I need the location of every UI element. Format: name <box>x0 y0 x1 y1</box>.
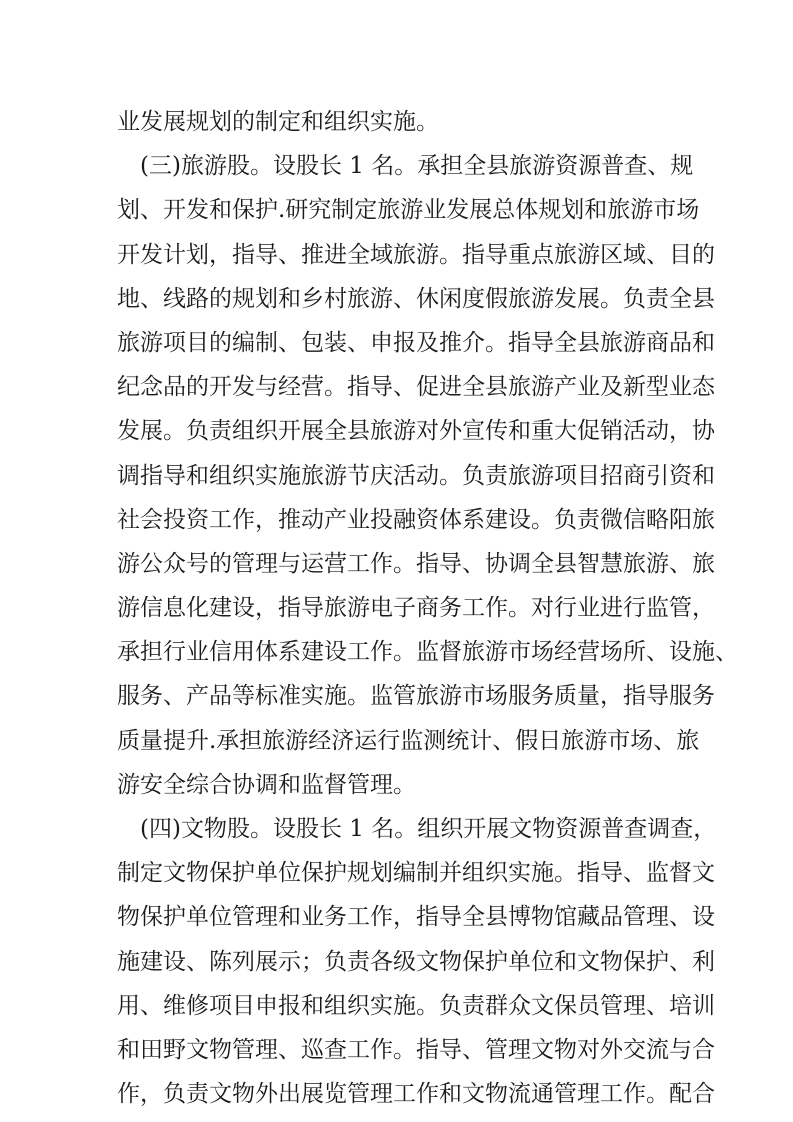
text-line: 开发计划，指导、推进全域旅游。指导重点旅游区域、目的 <box>117 241 715 268</box>
text-line: 承担行业信用体系建设工作。监督旅游市场经营场所、设施、 <box>117 639 738 666</box>
text-line: 服务、产品等标准实施。监管旅游市场服务质量，指导服务 <box>117 683 715 710</box>
text-line: (三)旅游股。设股长 1 名。承担全县旅游资源普查、规 <box>117 153 694 180</box>
text-line: 质量提升.承担旅游经济运行监测统计、假日旅游市场、旅 <box>117 727 700 754</box>
text-line: 纪念品的开发与经营。指导、促进全县旅游产业及新型业态 <box>117 374 715 401</box>
text-line: 调指导和组织实施旅游节庆活动。负责旅游项目招商引资和 <box>117 462 715 489</box>
text-line: 制定文物保护单位保护规划编制并组织实施。指导、监督文 <box>117 860 715 887</box>
document-body <box>117 100 738 1116</box>
text-line: 作，负责文物外出展览管理工作和文物流通管理工作。配合 <box>117 1081 715 1108</box>
text-line: 发展。负责组织开展全县旅游对外宣传和重大促销活动，协 <box>117 418 715 445</box>
text-line: 物保护单位管理和业务工作，指导全县博物馆藏品管理、设 <box>117 904 715 931</box>
text-line: 用、维修项目申报和组织实施。负责群众文保员管理、培训 <box>117 992 715 1019</box>
text-line: 游信息化建设，指导旅游电子商务工作。对行业进行监管， <box>117 595 715 622</box>
text-line: 划、开发和保护.研究制定旅游业发展总体规划和旅游市场 <box>117 197 700 224</box>
text-line: 游公众号的管理与运营工作。指导、协调全县智慧旅游、旅 <box>117 550 715 577</box>
text-line: 地、线路的规划和乡村旅游、休闲度假旅游发展。负责全县 <box>117 285 715 312</box>
text-line: (四)文物股。设股长 1 名。组织开展文物资源普查调查， <box>117 816 717 842</box>
text-line: 游安全综合协调和监督管理。 <box>117 771 416 798</box>
text-line: 施建设、陈列展示；负责各级文物保护单位和文物保护、利 <box>117 948 715 975</box>
text-line: 和田野文物管理、巡查工作。指导、管理文物对外交流与合 <box>117 1036 715 1063</box>
text-line: 业发展规划的制定和组织实施。 <box>117 109 439 135</box>
text-line: 社会投资工作，推动产业投融资体系建设。负责微信略阳旅 <box>117 506 715 533</box>
text-line: 旅游项目的编制、包装、申报及推介。指导全县旅游商品和 <box>117 329 715 356</box>
